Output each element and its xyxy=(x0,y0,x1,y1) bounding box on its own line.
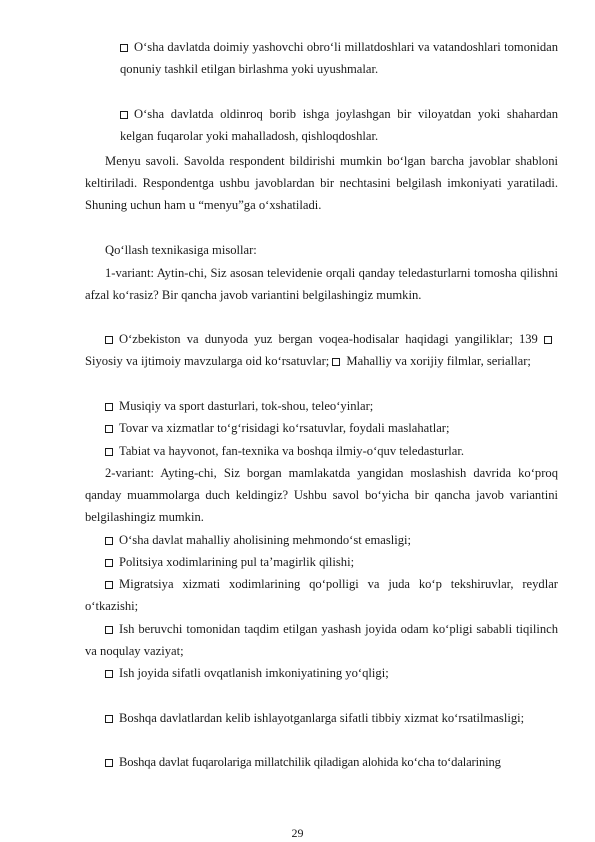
list-item: O‘sha davlatda oldinroq borib ishga joylashgan bir viloyatdan yoki shahardan kelgan fuqarolar yoki mahalladosh, qishloqdoshlar. xyxy=(120,107,558,144)
list-item: Tovar va xizmatlar to‘g‘risidagi ko‘rsatuvlar, foydali maslahatlar; xyxy=(85,417,558,439)
paragraph: Qo‘llash texnikasiga misollar: xyxy=(105,243,257,257)
paragraph: 2-variant: Ayting-chi, Siz borgan mamlakatda yangidan moslashish davrida ko‘proq qanday muammolarga duch keldingiz? Ushbu savol bo‘yicha bir qancha javob variantini belgilashingiz mumkin. xyxy=(85,466,558,525)
checkbox-square-icon xyxy=(105,581,113,589)
list-item: O‘sha davlatda doimiy yashovchi obro‘li millatdoshlari va vatandoshlari tomonidan qonuniy tashkil etilgan birlashma yoki uyushmalar. xyxy=(120,40,558,77)
checkbox-square-icon xyxy=(105,448,113,456)
checkbox-square-icon xyxy=(120,44,128,52)
list-item: Migratsiya xizmati xodimlarining qo‘polligi va juda ko‘p tekshiruvlar, reydlar o‘tkazishi; xyxy=(85,577,558,614)
checkbox-square-icon xyxy=(105,336,113,344)
list-item: Ish beruvchi tomonidan taqdim etilgan yashash joyida odam ko‘pligi sababli tiqilinch va noqulay vaziyat; xyxy=(85,622,558,659)
checkbox-square-icon xyxy=(105,670,113,678)
checkbox-square-icon xyxy=(332,358,340,366)
list-item: Tabiat va hayvonot, fan-texnika va boshqa ilmiy-o‘quv teledasturlar. xyxy=(85,440,558,462)
page-number: 29 xyxy=(291,826,304,840)
paragraph: Menyu savoli. Savolda respondent bildirishi mumkin bo‘lgan barcha javoblar shabloni keltiriladi. Respondentga ushbu javoblardan bir nechtasini belgilash imkoniyati yaratiladi. Shuning uchun ham u “menyu”ga o‘xshatiladi. xyxy=(85,154,558,213)
checkbox-square-icon xyxy=(105,403,113,411)
list-item: O‘sha davlat mahalliy aholisining mehmondo‘st emasligi; xyxy=(85,529,558,551)
checkbox-square-icon xyxy=(105,715,113,723)
list-item: Boshqa davlat fuqarolariga millatchilik qiladigan alohida ko‘cha to‘dalarining xyxy=(85,751,558,773)
list-item: Boshqa davlatlardan kelib ishlayotganlarga sifatli tibbiy xizmat ko‘rsatilmasligi; xyxy=(85,707,558,729)
checkbox-square-icon xyxy=(544,336,552,344)
list-item: Politsiya xodimlarining pul ta’magirlik qilishi; xyxy=(85,551,558,573)
checkbox-square-icon xyxy=(105,626,113,634)
checkbox-square-icon xyxy=(105,559,113,567)
checkbox-square-icon xyxy=(105,759,113,767)
checkbox-square-icon xyxy=(105,425,113,433)
checkbox-square-icon xyxy=(105,537,113,545)
checkbox-square-icon xyxy=(120,111,128,119)
paragraph: 1-variant: Aytin-chi, Siz asosan televidenie orqali qanday teledasturlarni tomosha qilishni afzal ko‘rasiz? Bir qancha javob variantini belgilashingiz mumkin. xyxy=(85,266,558,303)
list-item: Musiqiy va sport dasturlari, tok-shou, teleo‘yinlar; xyxy=(85,395,558,417)
list-item: Ish joyida sifatli ovqatlanish imkoniyatining yo‘qligi; xyxy=(85,662,558,684)
list-item: O‘zbekiston va dunyoda yuz bergan voqea-hodisalar haqidagi yangiliklar; 139 Siyosiy va ijtimoiy mavzularga oid ko‘rsatuvlar; Mahalliy va xorijiy filmlar, seriallar; xyxy=(85,328,558,372)
